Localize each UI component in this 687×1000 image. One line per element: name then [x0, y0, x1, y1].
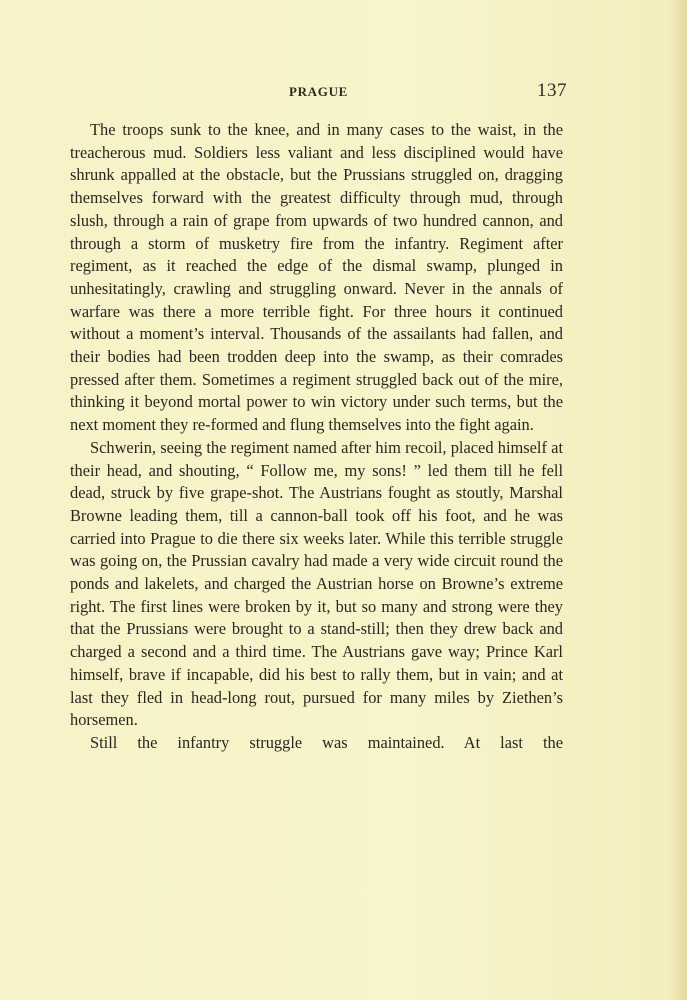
running-head: PRAGUE	[288, 84, 349, 99]
page-edge-shadow	[673, 0, 687, 1000]
page-number: 137	[537, 80, 567, 101]
paragraph-3: Still the infantry struggle was maintained. At last the	[90, 732, 563, 752]
body-text	[70, 119, 563, 755]
paragraph-2: Schwerin, seeing the regiment named after him recoil, placed himself at their head, and shouting, “ Follow me, my sons! ” led them till he fell dead, struck by five grape-shot. The Austrians fought as stoutly, Marshal Browne leading them, till a cannon-ball took off his foot, and he was carried into Prague to die there six weeks later. While this terrible struggle was going on, the Prussian cavalry had made a very wide circuit round the ponds and lakelets, and charged the Austrian horse on Browne’s extreme right. The first lines were broken by it, but so many and strong were they that the Prussians were brought to a stand-still; then they drew back and charged a second and a third time. The Austrians gave way; Prince Karl himself, brave if incapable, did his best to rally them, but in vain; and at last they fled in head-long rout, pursued for many miles by Ziethen’s horsemen.	[70, 437, 563, 730]
paragraph-1: The troops sunk to the knee, and in many cases to the waist, in the treacherous mud. Soldiers less valiant and less disciplined would have shrunk appalled at the obstacle, but the Prussians struggled on, dragging themselves forward with the greatest difficulty through mud, through slush, through a rain of grape from upwards of two hundred cannon, and through a storm of musketry fire from the infantry. Regiment after regiment, as it reached the edge of the dismal swamp, plunged in unhesitatingly, crawling and struggling onward. Never in the annals of warfare was there a more terrible fight. For three hours it continued without a moment’s interval. Thousands of the assailants had fallen, and their bodies had been trodden deep into the swamp, as their comrades pressed after them. Sometimes a regiment struggled back out of the mire, thinking it beyond mortal power to win victory under such terms, but the next moment they re-formed and flung themselves into the fight again.	[70, 120, 563, 435]
page-header	[70, 80, 567, 106]
